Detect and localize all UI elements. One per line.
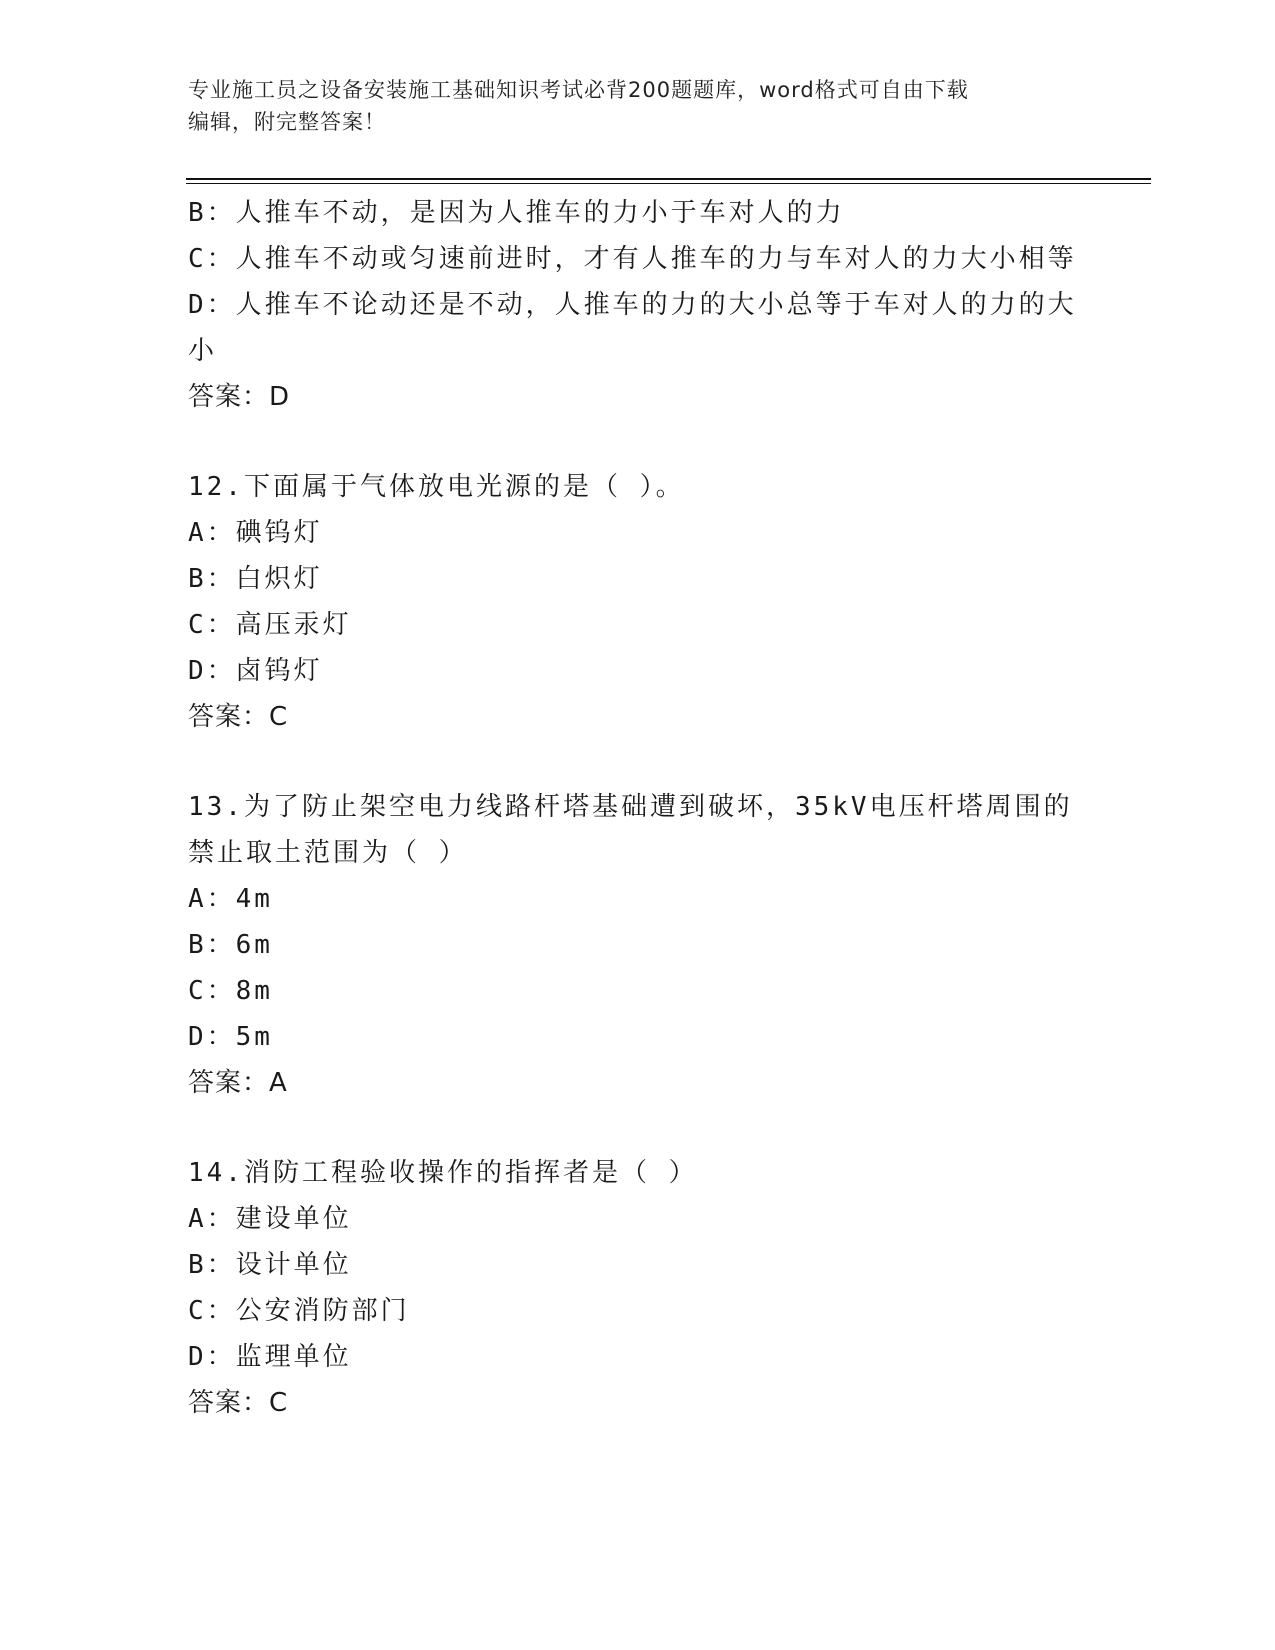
option-d: D：人推车不论动还是不动，人推车的力的大小总等于车对人的力的大小 <box>188 290 1077 366</box>
option-b: B：白炽灯 <box>188 564 323 594</box>
question-12 <box>188 464 1088 740</box>
option-a: A：4m <box>188 884 273 914</box>
spacer <box>188 420 1088 464</box>
option-a: A：建设单位 <box>188 1204 352 1234</box>
option-b: B：设计单位 <box>188 1250 352 1280</box>
spacer <box>188 1106 1088 1150</box>
question-text: 13.为了防止架空电力线路杆塔基础遭到破坏，35kV电压杆塔周围的禁止取土范围为（ ） <box>188 792 1073 868</box>
option-d: D：监理单位 <box>188 1342 352 1372</box>
header-line-2: 编辑，附完整答案！ <box>188 110 386 134</box>
option-c: C：8m <box>188 976 273 1006</box>
spacer <box>188 740 1088 784</box>
option-d: D：5m <box>188 1022 273 1052</box>
option-d: D：卤钨灯 <box>188 656 323 686</box>
question-11-tail <box>188 190 1088 420</box>
answer: 答案：C <box>188 1388 289 1418</box>
option-b: B：人推车不动，是因为人推车的力小于车对人的力 <box>188 198 845 228</box>
question-list <box>188 190 1088 1426</box>
header-line-1: 专业施工员之设备安装施工基础知识考试必背200题题库，word格式可自由下载 <box>188 78 969 102</box>
question-14 <box>188 1150 1088 1426</box>
question-13 <box>188 784 1088 1106</box>
answer: 答案：C <box>188 702 289 732</box>
question-text: 12.下面属于气体放电光源的是（ ）。 <box>188 472 685 502</box>
header-divider-thin <box>186 183 1151 184</box>
document-header <box>188 74 1088 138</box>
option-a: A：碘钨灯 <box>188 518 323 548</box>
header-divider-thick <box>186 178 1151 180</box>
question-text: 14.消防工程验收操作的指挥者是（ ） <box>188 1158 698 1188</box>
option-c: C：人推车不动或匀速前进时，才有人推车的力与车对人的力大小相等 <box>188 244 1077 274</box>
answer: 答案：A <box>188 1068 288 1098</box>
option-b: B：6m <box>188 930 273 960</box>
option-c: C：公安消防部门 <box>188 1296 410 1326</box>
option-c: C：高压汞灯 <box>188 610 352 640</box>
answer: 答案：D <box>188 382 291 412</box>
